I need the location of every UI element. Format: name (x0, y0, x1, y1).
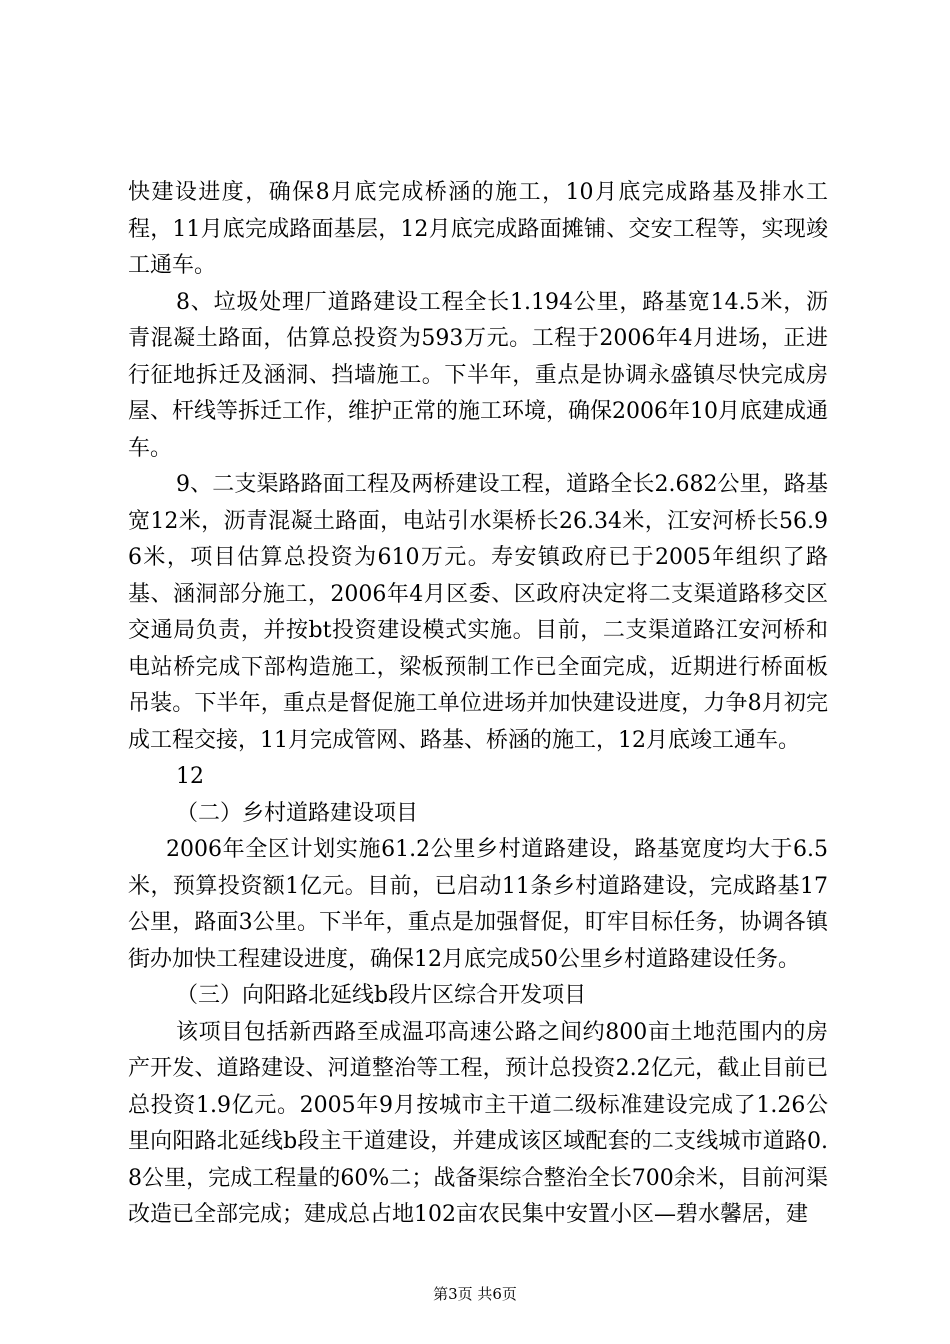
paragraph-rural-roads: 2006年全区计划实施61.2公里乡村道路建设，路基宽度均大于6.5米，预算投资额1亿元。目前，已启动11条乡村道路建设，完成路基17公里，路面3公里。下半年，重点是加强督促，盯牢目标任务，协调各镇街办加快工程建设进度，确保12月底完成50公里乡村道路建设任务。 (128, 837, 828, 972)
section-heading-rural-roads: （二）乡村道路建设项目 (176, 800, 419, 826)
paragraph-continuation: 快建设进度，确保8月底完成桥涵的施工，10月底完成路基及排水工程，11月底完成路面基层，12月底完成路面摊铺、交安工程等，实现竣工通车。 (128, 180, 828, 278)
paragraph-item-9: 9、二支渠路路面工程及两桥建设工程，道路全长2.682公里，路基宽12米，沥青混凝土路面，电站引水渠桥长26.34米，江安河桥长56.96米，项目估算总投资为610万元。寿安镇政府已于2005年组织了路基、涵洞部分施工，2006年4月区委、区政府决定将二支渠道路移交区交通局负责，并按bt投资建设模式实施。目前，二支渠道路江安河桥和电站桥完成下部构造施工，梁板预制工作已全面完成，近期进行桥面板吊装。下半年，重点是督促施工单位进场并加快建设进度，力争8月初完成工程交接，11月完成管网、路基、桥涵的施工，12月底竣工通车。 (128, 472, 828, 753)
section-heading-xiangyang-road: （三）向阳路北延线b段片区综合开发项目 (176, 983, 587, 1008)
paragraph-item-8: 8、垃圾处理厂道路建设工程全长1.194公里，路基宽14.5米，沥青混凝土路面，估算总投资为593万元。工程于2006年4月进场，正进行征地拆迁及涵洞、挡墙施工。下半年，重点是协调永盛镇尽快完成房屋、杆线等拆迁工作，维护正常的施工环境，确保2006年10月底建成通车。 (128, 289, 828, 461)
paragraph-xiangyang-road: 该项目包括新西路至成温邛高速公路之间约800亩土地范围内的房产开发、道路建设、河道整治等工程，预计总投资2.2亿元，截止目前已总投资1.9亿元。2005年9月按城市主干道二级标准建设完成了1.26公里向阳路北延线b段主干道建设，并建成该区域配套的二支线城市道路0.8公里，完成工程量的60%二；战备渠综合整治全长700余米，目前河渠改造已全部完成；建成总占地102亩农民集中安置小区—碧水馨居，建 (128, 1019, 828, 1227)
page-footer: 第3页 共6页 (433, 1285, 517, 1303)
page-marker-number: 12 (176, 764, 204, 789)
document-body (128, 175, 828, 1234)
